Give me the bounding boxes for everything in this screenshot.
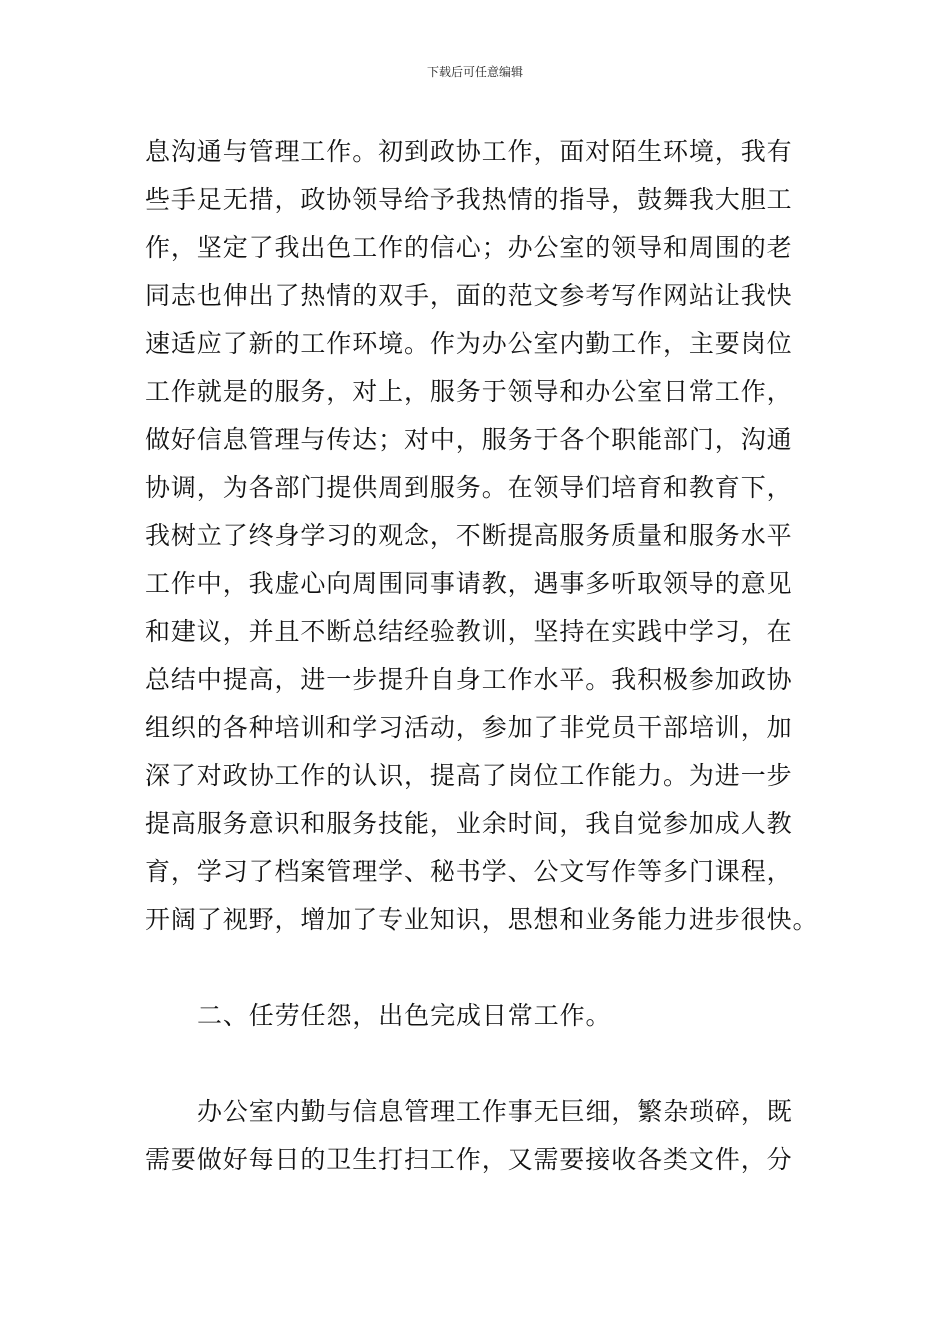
text-line: 做好信息管理与传达；对中，服务于各个职能部门，沟通 bbox=[145, 425, 793, 454]
text-line: 开阔了视野，增加了专业知识，思想和业务能力进步很快。 bbox=[145, 905, 819, 934]
text-line: 组织的各种培训和学习活动，参加了非党员干部培训，加 bbox=[145, 713, 793, 742]
paragraph bbox=[145, 1088, 810, 1184]
text-line: 办公室内勤与信息管理工作事无巨细，繁杂琐碎，既 bbox=[197, 1097, 793, 1126]
text-line: 息沟通与管理工作。初到政协工作，面对陌生环境，我有 bbox=[145, 137, 793, 166]
text-line: 工作中，我虚心向周围同事请教，遇事多听取领导的意见 bbox=[145, 569, 793, 598]
text-line: 育，学习了档案管理学、秘书学、公文写作等多门课程， bbox=[145, 857, 793, 886]
text-line: 同志也伸出了热情的双手，面的范文参考写作网站让我快 bbox=[145, 281, 793, 310]
text-line: 作，坚定了我出色工作的信心；办公室的领导和周围的老 bbox=[145, 233, 793, 262]
text-line: 总结中提高，进一步提升自身工作水平。我积极参加政协 bbox=[145, 665, 793, 694]
document-body bbox=[145, 128, 819, 1184]
text-line: 协调，为各部门提供周到服务。在领导们培育和教育下， bbox=[145, 473, 793, 502]
paragraph-gap bbox=[145, 944, 810, 992]
download-note: 下载后可任意编辑 bbox=[426, 65, 523, 79]
text-line: 深了对政协工作的认识，提高了岗位工作能力。为进一步 bbox=[145, 761, 793, 790]
text-line: 工作就是的服务，对上，服务于领导和办公室日常工作， bbox=[145, 377, 793, 406]
paragraph-gap bbox=[145, 1040, 810, 1088]
text-line: 些手足无措，政协领导给予我热情的指导，鼓舞我大胆工 bbox=[145, 185, 793, 214]
text-line: 提高服务意识和服务技能，业余时间，我自觉参加成人教 bbox=[145, 809, 793, 838]
paragraph bbox=[145, 128, 819, 944]
text-line: 需要做好每日的卫生打扫工作，又需要接收各类文件，分 bbox=[145, 1145, 793, 1174]
text-line: 我树立了终身学习的观念，不断提高服务质量和服务水平 bbox=[145, 521, 793, 550]
text-line: 速适应了新的工作环境。作为办公室内勤工作，主要岗位 bbox=[145, 329, 793, 358]
text-line: 和建议，并且不断总结经验教训，坚持在实践中学习，在 bbox=[145, 617, 793, 646]
section-heading: 二、任劳任怨，出色完成日常工作。 bbox=[197, 1001, 612, 1030]
